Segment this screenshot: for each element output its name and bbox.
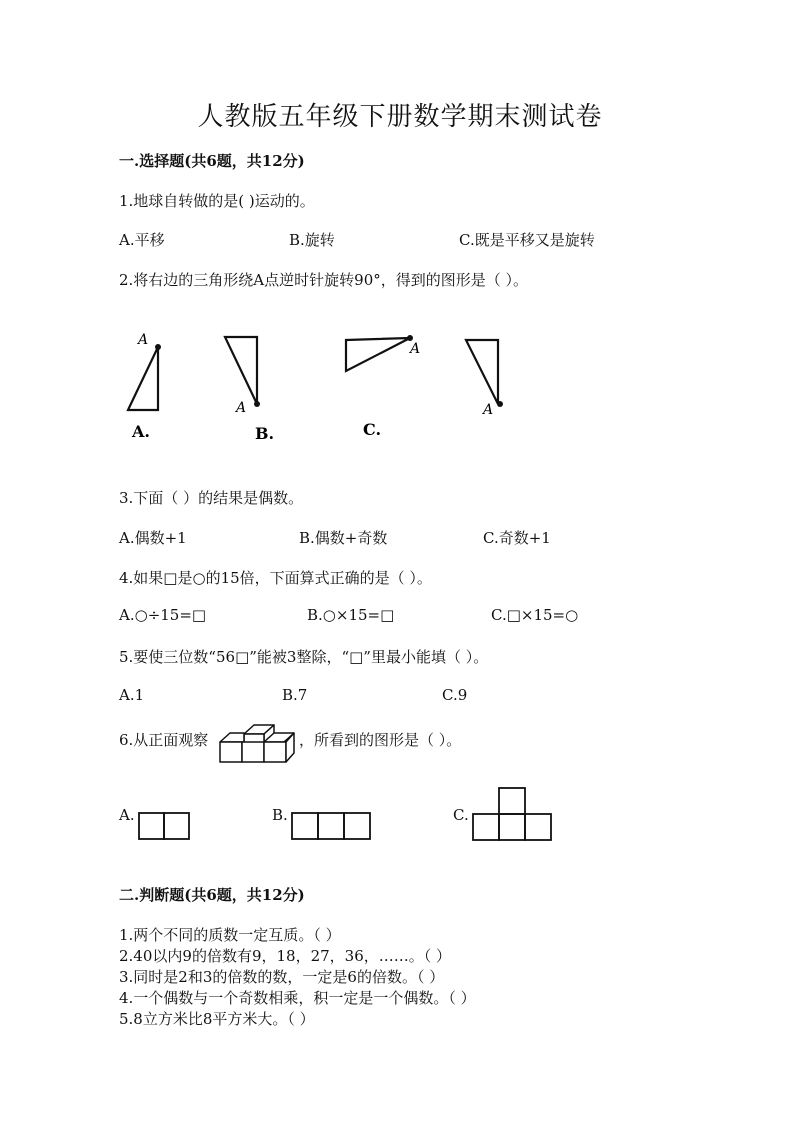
q5-option-c: C.9 bbox=[442, 686, 468, 704]
q6-option-a-label: A. bbox=[119, 806, 135, 824]
question-5: 5.要使三位数“56□”能被3整除，“□”里最小能填（ ）。 bbox=[119, 648, 489, 666]
question-1: 1.地球自转做的是( )运动的。 bbox=[119, 192, 315, 210]
q5-option-a: A.1 bbox=[119, 686, 145, 704]
q3-option-c: C.奇数+1 bbox=[483, 529, 551, 547]
q1-option-a: A.平移 bbox=[119, 231, 165, 249]
q6-option-b-label: B. bbox=[272, 806, 288, 824]
q2-option-b-label: B. bbox=[255, 424, 275, 443]
q1-option-c: C.既是平移又是旋转 bbox=[459, 231, 595, 249]
judge-item-2: 2.40以内9的倍数有9，18，27，36，……。（ ） bbox=[119, 947, 452, 965]
q1-option-b: B.旋转 bbox=[289, 231, 335, 249]
q2-b-vertex-label: A bbox=[236, 400, 247, 416]
section-1-heading: 一.选择题(共6题，共12分) bbox=[119, 152, 305, 170]
q2-c-vertex-label: A bbox=[410, 341, 421, 357]
question-6-suffix: ，所看到的图形是（ ）。 bbox=[299, 731, 462, 749]
question-4: 4.如果□是○的15倍，下面算式正确的是（ ）。 bbox=[119, 569, 432, 587]
q5-option-b: B.7 bbox=[282, 686, 308, 704]
q2-original-vertex-label: A bbox=[483, 402, 494, 418]
q2-option-a-triangle bbox=[128, 332, 161, 441]
judge-item-4: 4.一个偶数与一个奇数相乘，积一定是一个偶数。（ ） bbox=[119, 989, 476, 1007]
q6-option-a-figure bbox=[138, 812, 194, 842]
q2-a-vertex-label: A bbox=[138, 332, 149, 348]
q4-option-c: C.□×15=○ bbox=[491, 606, 579, 624]
q2-option-a-label: A. bbox=[132, 422, 150, 441]
judge-item-1: 1.两个不同的质数一定互质。（ ） bbox=[119, 926, 341, 944]
page-title: 人教版五年级下册数学期末测试卷 bbox=[197, 102, 603, 132]
q6-cube-stack bbox=[217, 722, 297, 766]
judge-item-5: 5.8立方米比8平方米大。（ ） bbox=[119, 1010, 315, 1028]
q2-triangle-options bbox=[110, 320, 530, 450]
q6-option-c-figure bbox=[472, 786, 554, 842]
q2-option-c-label: C. bbox=[363, 420, 382, 439]
q4-option-a: A.○÷15=□ bbox=[119, 606, 207, 624]
q2-original-triangle bbox=[466, 340, 503, 418]
question-6-prefix: 6.从正面观察 bbox=[119, 731, 209, 749]
q4-option-b: B.○×15=□ bbox=[307, 606, 395, 624]
q6-option-b-figure bbox=[291, 812, 373, 842]
question-2: 2.将右边的三角形绕A点逆时针旋转90°，得到的图形是（ ）。 bbox=[119, 271, 529, 289]
q3-option-a: A.偶数+1 bbox=[119, 529, 187, 547]
q6-option-c-label: C. bbox=[453, 806, 469, 824]
q3-option-b: B.偶数+奇数 bbox=[299, 529, 388, 547]
section-2-heading: 二.判断题(共6题，共12分) bbox=[119, 886, 305, 904]
q2-option-c-triangle bbox=[346, 335, 420, 439]
question-3: 3.下面（ ）的结果是偶数。 bbox=[119, 489, 304, 507]
judge-item-3: 3.同时是2和3的倍数的数，一定是6的倍数。（ ） bbox=[119, 968, 445, 986]
q2-option-b-triangle bbox=[225, 337, 274, 443]
